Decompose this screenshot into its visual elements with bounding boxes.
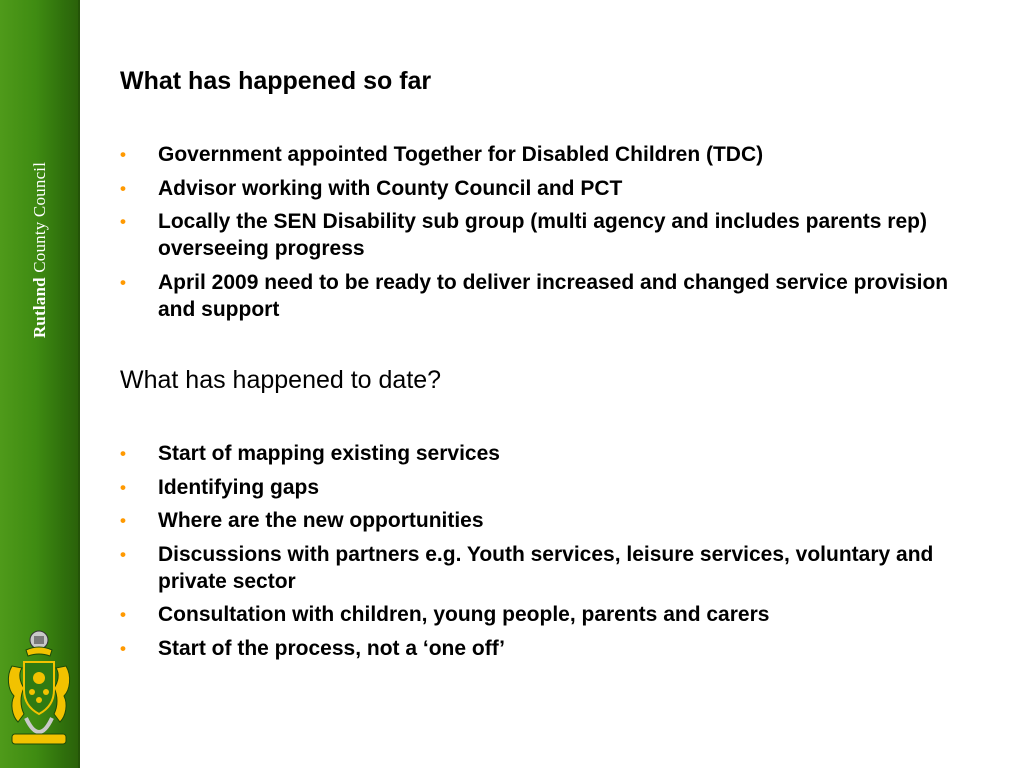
list-item-text: Start of mapping existing services <box>158 442 500 465</box>
county-crest-icon <box>4 626 74 750</box>
bullet-icon: • <box>120 544 126 564</box>
list-item <box>120 208 980 262</box>
list-item-text: Where are the new opportunities <box>158 509 484 532</box>
council-name-rest: County Council <box>30 161 49 278</box>
bullet-icon: • <box>120 511 126 530</box>
list-item-text: Start of the process, not a ‘one off’ <box>158 636 505 660</box>
bullet-icon: • <box>120 477 126 497</box>
sidebar <box>0 0 80 768</box>
list-item <box>120 541 980 595</box>
sidebar-edge <box>78 0 80 768</box>
bullet-icon: • <box>120 272 126 292</box>
bullet-icon: • <box>120 638 126 658</box>
list-item-text: Advisor working with County Council and PCT <box>158 176 623 200</box>
list-item <box>120 507 980 534</box>
council-name <box>30 162 50 338</box>
section-heading-so-far: What has happened so far <box>120 67 432 95</box>
list-item <box>120 440 980 467</box>
bullet-icon: • <box>120 444 126 463</box>
list-item-text: April 2009 need to be ready to deliver increased and changed service provision and support <box>158 270 949 321</box>
bullet-list-so-far <box>120 141 980 329</box>
list-item-text: Identifying gaps <box>158 475 320 499</box>
list-item <box>120 601 980 628</box>
list-item-text: Government appointed Together for Disabled Children (TDC) <box>158 143 764 166</box>
bullet-icon: • <box>120 212 126 231</box>
bullet-icon: • <box>120 605 126 624</box>
section-heading-to-date: What has happened to date? <box>120 366 442 394</box>
list-item-text: Discussions with partners e.g. Youth services, leisure services, voluntary and private sector <box>158 542 934 593</box>
bullet-icon: • <box>120 178 126 198</box>
list-item <box>120 269 980 323</box>
list-item <box>120 635 980 662</box>
list-item <box>120 141 980 168</box>
list-item <box>120 175 980 202</box>
list-item <box>120 474 980 501</box>
bullet-icon: • <box>120 145 126 164</box>
council-name-bold: Rutland <box>30 277 49 339</box>
bullet-list-to-date <box>120 440 980 668</box>
list-item-text: Consultation with children, young people, parents and carers <box>158 603 770 626</box>
list-item-text: Locally the SEN Disability sub group (multi agency and includes parents rep) overseeing progress <box>158 210 927 260</box>
